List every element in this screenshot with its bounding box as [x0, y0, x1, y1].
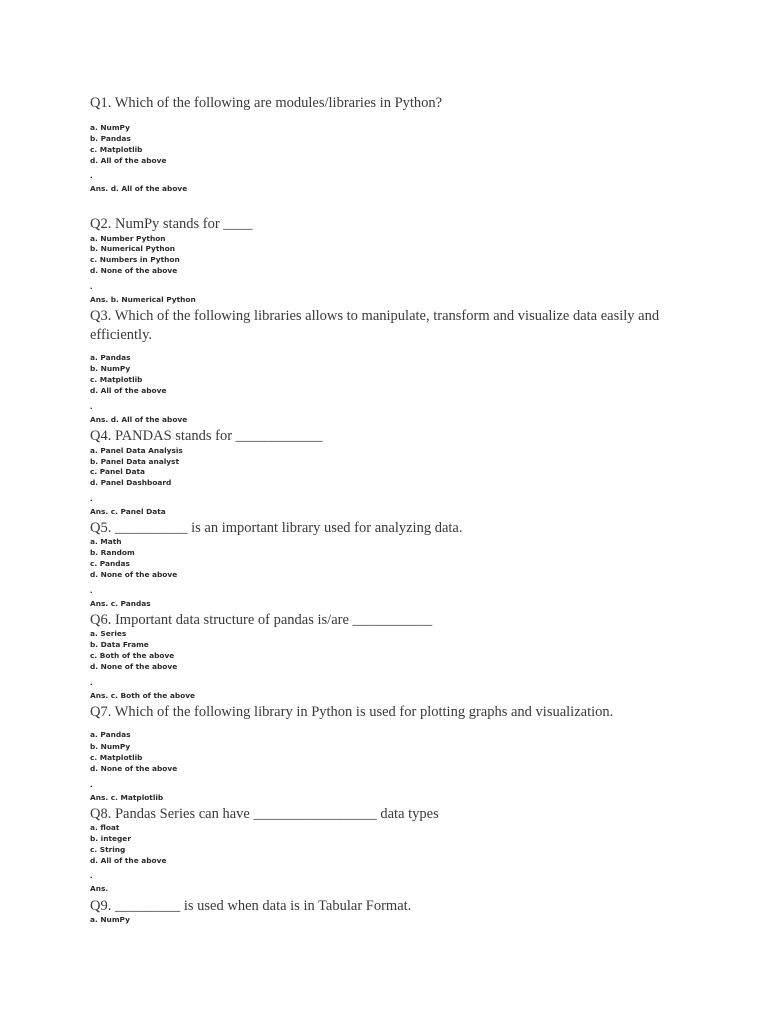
- question-7-option-b: b. NumPy: [90, 742, 131, 751]
- question-1-answer: Ans. d. All of the above: [90, 184, 188, 193]
- question-3-separator: .: [90, 403, 93, 411]
- question-4-separator: .: [90, 495, 93, 503]
- question-8-option-b: b. integer: [90, 834, 131, 843]
- question-4-option-c: c. Panel Data: [90, 467, 145, 476]
- question-7-separator: .: [90, 781, 93, 789]
- question-5-text: Q5. __________ is an important library used for analyzing data.: [90, 520, 463, 536]
- question-4-answer: Ans. c. Panel Data: [90, 507, 166, 516]
- question-3-answer: Ans. d. All of the above: [90, 415, 188, 424]
- question-6-answer: Ans. c. Both of the above: [90, 691, 196, 700]
- question-5-option-d: d. None of the above: [90, 570, 178, 579]
- question-2-option-d: d. None of the above: [90, 266, 178, 275]
- question-9-option-a: a. NumPy: [90, 915, 130, 924]
- question-1-option-b: b. Pandas: [90, 134, 131, 143]
- question-1-separator: .: [90, 172, 93, 180]
- question-4-text: Q4. PANDAS stands for ____________: [90, 428, 323, 444]
- question-5-answer: Ans. c. Pandas: [90, 599, 151, 608]
- question-2-text: Q2. NumPy stands for ____: [90, 216, 253, 232]
- question-5-option-b: b. Random: [90, 548, 135, 557]
- question-8-separator: .: [90, 872, 93, 880]
- question-6-separator: .: [90, 679, 93, 687]
- question-1-text: Q1. Which of the following are modules/libraries in Python?: [90, 95, 443, 111]
- question-1-option-d: d. All of the above: [90, 156, 167, 165]
- question-8-answer: Ans.: [90, 884, 109, 893]
- question-9-text: Q9. _________ is used when data is in Tabular Format.: [90, 898, 412, 914]
- question-7-option-c: c. Matplotlib: [90, 753, 143, 762]
- question-3-option-a: a. Pandas: [90, 353, 131, 362]
- question-5-separator: .: [90, 587, 93, 595]
- question-6-option-c: c. Both of the above: [90, 651, 175, 660]
- question-5-option-a: a. Math: [90, 537, 122, 546]
- question-3-option-c: c. Matplotlib: [90, 375, 143, 384]
- question-6-text: Q6. Important data structure of pandas is/are ___________: [90, 612, 433, 628]
- question-6-option-d: d. None of the above: [90, 662, 178, 671]
- question-2-option-a: a. Number Python: [90, 234, 166, 243]
- question-2-option-c: c. Numbers in Python: [90, 255, 180, 264]
- question-2-option-b: b. Numerical Python: [90, 244, 175, 253]
- question-8-option-d: d. All of the above: [90, 856, 167, 865]
- question-4-option-a: a. Panel Data Analysis: [90, 446, 183, 455]
- question-6-option-a: a. Series: [90, 629, 127, 638]
- question-4-option-d: d. Panel Dashboard: [90, 478, 172, 487]
- question-2-separator: .: [90, 283, 93, 291]
- question-3-text: Q3. Which of the following libraries allows to manipulate, transform and visualize data easily and efficiently.: [90, 308, 660, 343]
- question-7-option-a: a. Pandas: [90, 730, 131, 739]
- question-7-option-d: d. None of the above: [90, 764, 178, 773]
- question-8-text: Q8. Pandas Series can have _________________ data types: [90, 806, 439, 822]
- question-3-option-d: d. All of the above: [90, 386, 167, 395]
- question-7-answer: Ans. c. Matplotlib: [90, 793, 164, 802]
- question-4-option-b: b. Panel Data analyst: [90, 457, 179, 466]
- question-7-text: Q7. Which of the following library in Python is used for plotting graphs and visualization.: [90, 704, 614, 720]
- question-1-option-a: a. NumPy: [90, 123, 130, 132]
- question-5-option-c: c. Pandas: [90, 559, 130, 568]
- question-2-answer: Ans. b. Numerical Python: [90, 295, 196, 304]
- question-8-option-a: a. float: [90, 823, 120, 832]
- question-3-option-b: b. NumPy: [90, 364, 131, 373]
- question-6-option-b: b. Data Frame: [90, 640, 149, 649]
- question-8-option-c: c. String: [90, 845, 126, 854]
- question-1-option-c: c. Matplotlib: [90, 145, 143, 154]
